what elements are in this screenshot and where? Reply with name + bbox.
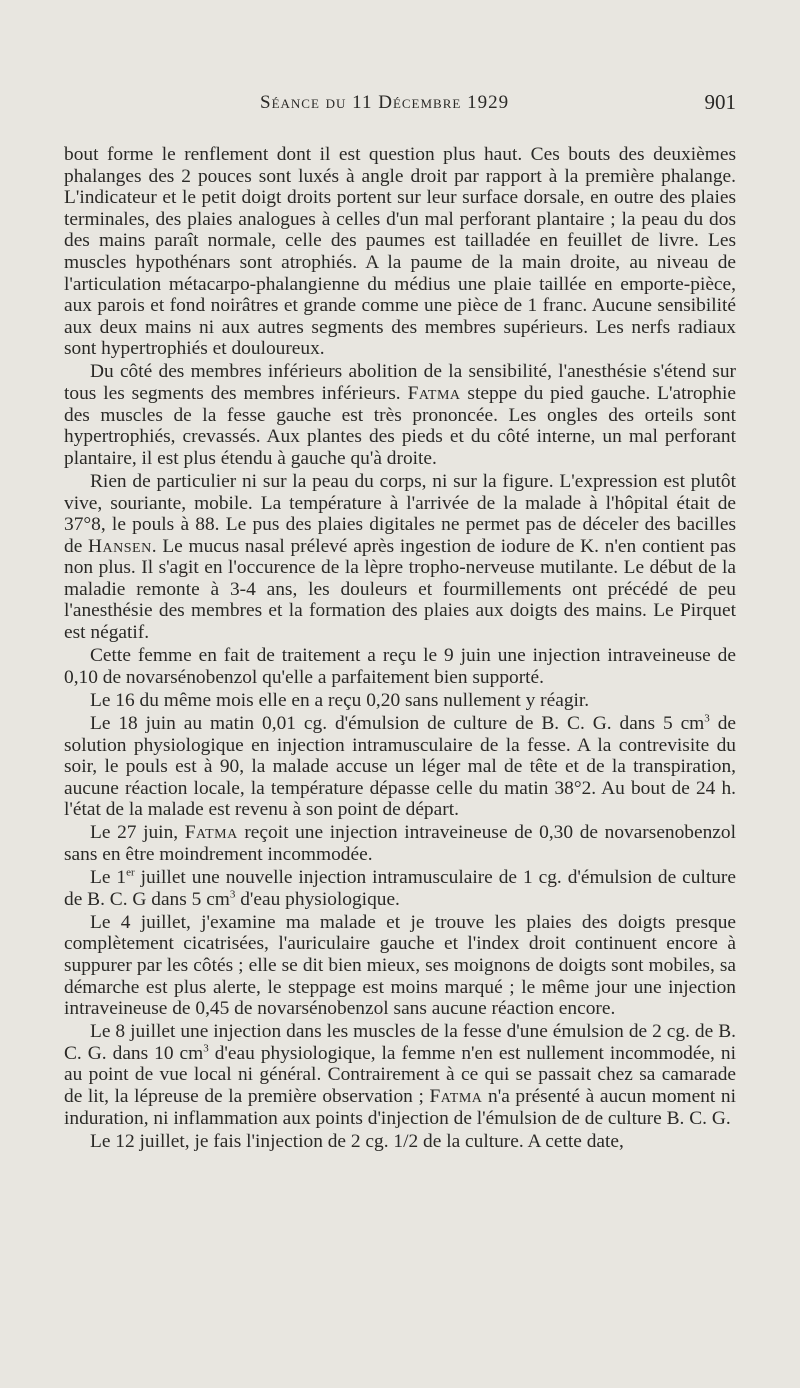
patient-name: Fatma — [429, 1086, 483, 1108]
superscript: 3 — [229, 888, 236, 901]
text-run: steppe du pied gauche. L'atrophie des muscles de la fesse gauche est très prononcée. Les ongles des orteils sont hypertrophiés, crevassés. Aux plantes des pieds et du côté interne, un mal perforant plantaire, il est plus étendu à gauche qu'à droite. — [64, 383, 736, 469]
paragraph — [64, 822, 736, 865]
author-name: Hansen — [88, 535, 152, 557]
text-run: reçoit une injection intraveineuse de 0,30 de novarsenobenzol sans en être moindrement incommodée. — [64, 822, 736, 865]
patient-name: Fatma — [184, 822, 238, 844]
paragraph — [64, 713, 736, 821]
paragraph — [64, 471, 736, 644]
text-run: d'eau physiologique, la femme n'en est nullement incommodée, ni au point de vue local ni général. Contrairement à ce qui se passait chez sa camarade de lit, la lépreuse de la première observation ; — [64, 1042, 736, 1108]
paragraph — [64, 912, 736, 1020]
body-text — [64, 144, 736, 1152]
text-run: juillet une nouvelle injection intramusculaire de 1 cg. d'émulsion de culture de B. C. G dans 5 cm — [64, 867, 736, 910]
superscript: er — [126, 866, 135, 879]
page-header — [64, 92, 736, 120]
text-run: d'eau physiologique. — [235, 888, 400, 910]
paragraph — [64, 690, 736, 712]
paragraph — [64, 361, 736, 469]
text-run: Le 16 du même mois elle en a reçu 0,20 sans nullement y réagir. — [90, 689, 590, 711]
text-run: . Le mucus nasal prélevé après ingestion de iodure de K. n'en contient pas non plus. Il s'agit en l'occurence de la lèpre tropho-nerveuse mutilante. Le début de la maladie remonte à 3-4 ans, les douleurs et fourmillements ont précédé de peu l'anesthésie des membres et la formation des plaies aux doigts des mains. Le Pirquet est négatif. — [64, 535, 736, 644]
text-run: Le 1 — [90, 867, 127, 889]
paragraph — [64, 867, 736, 910]
text-run: Rien de particulier ni sur la peau du corps, ni sur la figure. L'expression est plutôt vive, souriante, mobile. La température à l'arrivée de la malade à l'hôpital était de 37°8, le pouls à 88. Le pus des plaies digitales ne permet pas de déceler des bacilles de — [64, 470, 736, 557]
text-run: n'a présenté à aucun moment ni induration, ni inflammation aux points d'injection de l'émulsion de de culture B. C. G. — [64, 1086, 736, 1129]
text-run: Le 12 juillet, je fais l'injection de 2 cg. 1/2 de la culture. A cette date, — [90, 1130, 624, 1152]
text-run: de solution physiologique en injection intramusculaire de la fesse. A la contrevisite du soir, le pouls est à 90, la malade accuse un léger mal de tête et de la transpiration, aucune réaction locale, la température dépasse celle du matin 38°2. Au bout de 24 h. l'état de la malade est revenu à son point de départ. — [64, 712, 736, 821]
page-number: 901 — [704, 90, 736, 114]
text-run: Cette femme en fait de traitement a reçu le 9 juin une injection intraveineuse de 0,10 de novarsénobenzol qu'elle a parfaitement bien supporté. — [64, 645, 736, 688]
text-run: bout forme le renflement dont il est question plus haut. Ces bouts des deuxièmes phalanges des 2 pouces sont luxés à angle droit par rapport à la première phalange. L'indicateur et le petit doigt droits portent sur leur surface dorsale, en outre des plaies terminales, des plaies analogues à celles d'un mal perforant plantaire ; la peau du dos des mains paraît normale, celle des paumes est tailladée en feuillet de livre. Les muscles hypothénars sont atrophiés. A la paume de la main droite, au niveau de l'articulation métacarpo-phalangienne du médius une plaie taillée en emporte-pièce, aux parois et fond noirâtres et grande comme une pièce de 1 franc. Aucune sensibilité aux deux mains ni aux autres segments des membres supérieurs. Les nerfs radiaux sont hypertrophiés et douloureux. — [64, 144, 736, 360]
text-run: Le 18 juin au matin 0,01 cg. d'émulsion de culture de B. C. G. dans 5 cm — [90, 712, 705, 734]
text-run: Du côté des membres inférieurs abolition de la sensibilité, l'anesthésie s'étend sur tous les segments des membres inférieurs. — [64, 361, 736, 405]
superscript: 3 — [704, 712, 710, 725]
text-run: Le 27 juin, — [90, 822, 185, 844]
paragraph — [64, 144, 736, 360]
patient-name: Fatma — [407, 383, 461, 405]
superscript: 3 — [203, 1042, 209, 1055]
paragraph — [64, 1131, 736, 1153]
paragraph — [64, 645, 736, 688]
paragraph — [64, 1021, 736, 1129]
text-run: Le 8 juillet une injection dans les muscles de la fesse d'une émulsion de 2 cg. de B. C. G. dans 10 cm — [64, 1021, 736, 1064]
running-title: Séance du 11 Décembre 1929 — [260, 92, 510, 113]
text-run: Le 4 juillet, j'examine ma malade et je trouve les plaies des doigts presque complètement cicatrisées, l'auriculaire gauche et l'index droit continuent encore à suppurer par les côtés ; elle se dit bien mieux, ses moignons de doigts sont mobiles, sa démarche est plus alerte, le steppage est moins marqué ; le même jour une injection intraveineuse de 0,45 de novarsénobenzol sans aucune réaction encore. — [64, 911, 736, 1020]
